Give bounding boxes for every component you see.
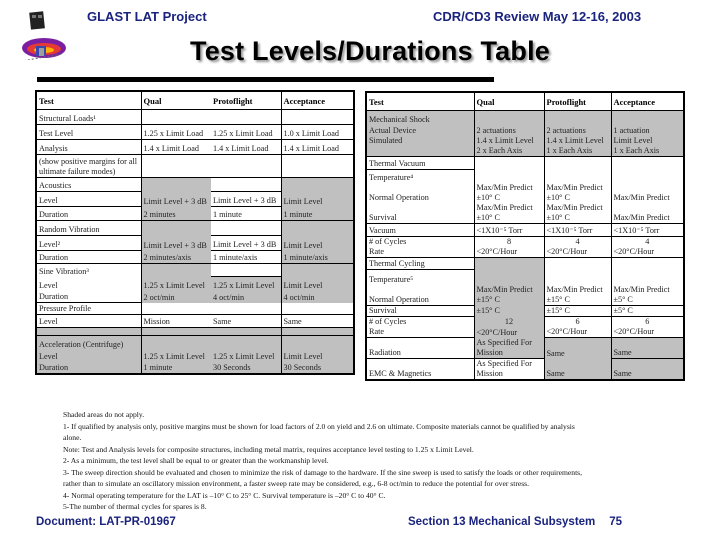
row-label: Acceleration (Centrifuge) [36, 336, 141, 350]
acceptance-cell [281, 264, 354, 277]
acceptance-cell [611, 169, 684, 183]
acceptance-cell: <1X10⁻⁵ Torr [611, 224, 684, 237]
col-header-test: Test [366, 92, 474, 111]
table-row [366, 213, 684, 224]
qual-cell [474, 156, 544, 169]
note-1: 1- If qualified by analysis only, positive margins must be shown for load factors of 2.0 on yield and 2.6 on ultimate. Composite materials cannot be qualified by analysis [63, 421, 575, 431]
table-row [36, 277, 354, 291]
qual-cell: <20°C/Hour [474, 247, 544, 258]
row-label: Normal Operation [369, 193, 429, 202]
row-label: Duration [36, 251, 141, 264]
qual-cell: <1X10⁻⁵ Torr [474, 224, 544, 237]
protoflight-cell [211, 221, 281, 236]
acceptance-cell: <20°C/Hour [611, 247, 684, 258]
table-row [36, 207, 354, 221]
protoflight-cell: 1.4 x Limit Load [211, 140, 281, 155]
acceptance-cell [611, 203, 684, 213]
row-label: Level [36, 350, 141, 362]
acceptance-cell: <20°C/Hour [611, 327, 684, 338]
row-label: Rate [369, 327, 385, 336]
qual-cell [141, 336, 211, 350]
protoflight-cell: ±10° C [544, 213, 611, 224]
table-row [366, 111, 684, 125]
acceptance-cell: Same [611, 369, 684, 380]
note-3-cont: rather than to simulate an oscillatory mission environment, a faster sweep rate may be considered, e.g., 6-8 oct/min to reduce the potential for over stress. [63, 479, 530, 488]
acceptance-cell [281, 221, 354, 236]
row-label: # of Cycles [366, 237, 474, 248]
review-date: CDR/CD3 Review May 12-16, 2003 [433, 9, 642, 24]
qual-cell: Mission [474, 348, 544, 359]
row-label: # of Cycles [366, 316, 474, 327]
table-row [366, 224, 684, 237]
protoflight-cell: 2 actuations [544, 125, 611, 136]
row-label: Temperature⁴ [366, 169, 474, 183]
table-row [366, 193, 684, 203]
qual-cell: ±10° C [474, 213, 544, 224]
acceptance-cell [281, 167, 354, 178]
acceptance-cell: 1 minute [281, 207, 354, 221]
note-shaded: Shaded areas do not apply. [63, 410, 145, 419]
qual-cell: <20°C/Hour [474, 327, 544, 338]
protoflight-cell [211, 155, 281, 167]
acceptance-cell [611, 258, 684, 270]
table-row [36, 362, 354, 374]
row-label: Random Vibration [36, 221, 141, 236]
row-label: Thermal Vacuum [366, 156, 474, 169]
acceptance-cell: Limit Level [281, 236, 354, 251]
table-row [366, 169, 684, 183]
acceptance-cell: 1 x Each Axis [611, 146, 684, 157]
note-1-cont: alone. [63, 433, 82, 442]
protoflight-cell: 1.25 x Limit Level [211, 350, 281, 362]
table-row [36, 167, 354, 178]
table-row [36, 350, 354, 362]
qual-cell: 2 x Each Axis [474, 146, 544, 157]
table-row [366, 247, 684, 258]
row-label: Level [36, 315, 141, 328]
acceptance-cell: Limit Level [611, 136, 684, 146]
qual-cell [141, 155, 211, 167]
table-row [366, 316, 684, 327]
row-label: (show positive margins for all [36, 155, 141, 167]
row-label: Structural Loads¹ [39, 114, 96, 123]
acceptance-cell [281, 336, 354, 350]
acceptance-cell: 6 [611, 316, 684, 327]
col-header-protoflight: Protoflight [211, 91, 281, 110]
note-2: 2- As a minimum, the test level shall be equal to or greater than the workmanship level. [63, 456, 329, 465]
protoflight-cell [544, 359, 611, 370]
acceptance-cell [281, 178, 354, 192]
note-4: 4- Normal operating temperature for the LAT is –10° C to 25° C. Survival temperature is –20° C to 40° C. [63, 490, 386, 500]
protoflight-cell: Same [544, 369, 611, 380]
table-row [36, 328, 354, 336]
acceptance-cell: Limit Level [281, 350, 354, 362]
protoflight-cell: ±15° C [544, 295, 611, 306]
row-label: Thermal Cycling [366, 258, 474, 270]
row-label: Pressure Profile [36, 303, 141, 315]
table-row [36, 192, 354, 207]
protoflight-cell: <20°C/Hour [544, 327, 611, 338]
qual-cell [141, 178, 211, 192]
protoflight-cell: 30 Seconds [211, 362, 281, 374]
acceptance-cell [281, 155, 354, 167]
protoflight-cell: 1.4 x Limit Level [544, 136, 611, 146]
qual-cell: 1.4 x Limit Level [474, 136, 544, 146]
row-label [366, 359, 474, 370]
note-3: 3- The sweep direction should be evaluated and chosen to minimize the risk of damage to the hardware. If the sine sweep is used to satisfy the loads or other requirements, [63, 467, 583, 477]
col-header-acceptance: Acceptance [281, 91, 354, 110]
qual-cell: 1.25 x Limit Level [141, 350, 211, 362]
qual-cell [141, 303, 211, 315]
table-row [36, 291, 354, 303]
qual-cell [474, 169, 544, 183]
table-row [36, 315, 354, 328]
protoflight-cell [211, 264, 281, 277]
page-title: Test Levels/Durations Table [190, 36, 550, 66]
acceptance-cell [611, 359, 684, 370]
qual-cell: 12 [474, 316, 544, 327]
table-row [366, 136, 684, 146]
row-label: Duration [36, 362, 141, 374]
qual-cell: 2 minutes [141, 207, 211, 221]
protoflight-cell [544, 169, 611, 183]
row-label: Level [36, 192, 141, 207]
acceptance-cell: Max/Min Predict [611, 285, 684, 295]
col-header-protoflight: Protoflight [544, 92, 611, 111]
protoflight-cell: 1 minute [211, 207, 281, 221]
table-header-row [366, 92, 684, 111]
row-label: Acoustics [36, 178, 141, 192]
acceptance-cell: 4 [611, 237, 684, 248]
protoflight-cell: Max/Min Predict [544, 183, 611, 193]
qual-cell: 1.4 x Limit Load [141, 140, 211, 155]
protoflight-cell: 4 oct/min [211, 291, 281, 303]
acceptance-cell [281, 328, 354, 336]
acceptance-cell [611, 338, 684, 348]
row-label [366, 146, 474, 157]
acceptance-cell: 1.0 x Limit Load [281, 125, 354, 140]
table-header-row [36, 91, 354, 110]
acceptance-cell [611, 270, 684, 285]
table-row [366, 156, 684, 169]
protoflight-cell: Limit Level + 3 dB [211, 236, 281, 251]
protoflight-cell: 1.25 x Limit Load [211, 125, 281, 140]
table-row [366, 183, 684, 193]
document-number: Document: LAT-PR-01967 [36, 516, 176, 528]
qual-cell: Mission [141, 315, 211, 328]
qual-cell: Limit Level + 3 dB [141, 192, 211, 207]
qual-cell [141, 264, 211, 277]
row-label [366, 183, 474, 193]
row-label: EMC & Magnetics [369, 369, 432, 378]
row-label: Sine Vibration³ [36, 264, 141, 277]
protoflight-cell: ±10° C [544, 193, 611, 203]
row-label [366, 285, 474, 295]
acceptance-cell: 1.4 x Limit Load [281, 140, 354, 155]
acceptance-cell [281, 303, 354, 315]
note-5: 5-The number of thermal cycles for spares is 8. [63, 502, 207, 511]
table-row [36, 140, 354, 155]
table-row [366, 295, 684, 306]
protoflight-cell [544, 270, 611, 285]
qual-cell: ±10° C [474, 193, 544, 203]
row-label: Survival [366, 305, 474, 316]
protoflight-cell [544, 258, 611, 270]
row-label: Mechanical Shock [366, 111, 474, 125]
table-row [36, 236, 354, 251]
table-row [366, 327, 684, 338]
page-number: 75 [609, 516, 623, 528]
acceptance-cell: Same [281, 315, 354, 328]
section-footer [408, 516, 622, 528]
protoflight-cell [544, 338, 611, 348]
qual-cell: Max/Min Predict [474, 285, 544, 295]
structural-tests-table [35, 90, 355, 375]
row-label: Duration [36, 207, 141, 221]
protoflight-cell: 1.25 x Limit Level [211, 277, 281, 291]
table-row [36, 303, 354, 315]
table-row [366, 369, 684, 380]
qual-cell [141, 110, 211, 125]
row-label: Temperature⁵ [366, 270, 474, 285]
col-header-qual: Qual [474, 92, 544, 111]
protoflight-cell [211, 178, 281, 192]
table-row [36, 336, 354, 350]
note-composite: Note: Test and Analysis levels for composite structures, including metal matrix, requires acceptance level testing to 1.25 x Limit Level. [63, 444, 474, 454]
qual-cell: 1 minute [141, 362, 211, 374]
row-label: Test Level [36, 125, 141, 140]
protoflight-cell [211, 167, 281, 178]
row-label: Level [39, 280, 58, 290]
acceptance-cell [611, 183, 684, 193]
table-row [366, 237, 684, 248]
row-label [366, 338, 474, 348]
protoflight-cell: <20°C/Hour [544, 247, 611, 258]
table-row [36, 110, 354, 125]
environmental-tests-table [365, 91, 685, 381]
footnotes [63, 409, 703, 513]
table-row [36, 125, 354, 140]
row-label: Vacuum [366, 224, 474, 237]
row-label [36, 328, 141, 336]
qual-cell: Limit Level + 3 dB [141, 236, 211, 251]
qual-cell [474, 111, 544, 125]
qual-cell: 2 minutes/axis [141, 251, 211, 264]
table-row [36, 155, 354, 167]
acceptance-cell [611, 111, 684, 125]
protoflight-cell: Limit Level + 3 dB [211, 192, 281, 207]
acceptance-cell: 1 actuation [611, 125, 684, 136]
table-row [366, 203, 684, 213]
protoflight-cell: 6 [544, 316, 611, 327]
acceptance-cell: Max/Min Predict [611, 213, 684, 224]
protoflight-cell [544, 111, 611, 125]
protoflight-cell: <1X10⁻⁵ Torr [544, 224, 611, 237]
row-label: Level² [36, 236, 141, 251]
qual-cell: 2 oct/min [141, 291, 211, 303]
qual-cell [141, 328, 211, 336]
table-row [366, 359, 684, 370]
protoflight-cell [211, 336, 281, 350]
table-row [36, 264, 354, 277]
acceptance-cell: 1 minute/axis [281, 251, 354, 264]
table-row [366, 348, 684, 359]
qual-cell: As Specified For [474, 359, 544, 370]
protoflight-cell: Same [544, 348, 611, 359]
qual-cell: Max/Min Predict [474, 183, 544, 193]
qual-cell [474, 258, 544, 270]
acceptance-cell [281, 110, 354, 125]
qual-cell: 1.25 x Limit Load [141, 125, 211, 140]
section-name: Section 13 Mechanical Subsystem [408, 516, 596, 528]
row-label [366, 203, 474, 213]
qual-cell: As Specified For [474, 338, 544, 348]
protoflight-cell: 1 x Each Axis [544, 146, 611, 157]
table-row [366, 258, 684, 270]
qual-cell: ±15° C [474, 295, 544, 306]
table-row [36, 251, 354, 264]
acceptance-cell: Limit Level [281, 192, 354, 207]
protoflight-cell [211, 303, 281, 315]
row-label: Simulated [366, 136, 474, 146]
col-header-test: Test [36, 91, 141, 110]
acceptance-cell [611, 156, 684, 169]
acceptance-cell: Max/Min Predict [611, 193, 684, 203]
acceptance-cell: ±5° C [611, 295, 684, 306]
row-label: Normal Operation [369, 294, 429, 304]
table-row [366, 285, 684, 295]
acceptance-cell: 4 oct/min [281, 291, 354, 303]
qual-cell: Mission [474, 369, 544, 380]
title-underline [37, 77, 494, 82]
protoflight-cell [211, 110, 281, 125]
qual-cell: ±15° C [474, 305, 544, 316]
row-label: ultimate failure modes) [39, 167, 116, 176]
protoflight-cell: 1 minute/axis [211, 251, 281, 264]
protoflight-cell: 4 [544, 237, 611, 248]
qual-cell: 8 [474, 237, 544, 248]
protoflight-cell: Same [211, 315, 281, 328]
row-label: Duration [39, 292, 69, 301]
table-row [366, 270, 684, 285]
table-row [36, 178, 354, 192]
row-label: Radiation [369, 348, 401, 357]
row-label: Actual Device [366, 125, 474, 136]
col-header-acceptance: Acceptance [611, 92, 684, 111]
acceptance-cell: 30 Seconds [281, 362, 354, 374]
qual-cell: 2 actuations [474, 125, 544, 136]
qual-cell: Max/Min Predict [474, 203, 544, 213]
project-name: GLAST LAT Project [87, 9, 207, 24]
protoflight-cell [544, 156, 611, 169]
qual-cell [474, 270, 544, 285]
protoflight-cell: Max/Min Predict [544, 285, 611, 295]
qual-cell [141, 221, 211, 236]
table-row [36, 221, 354, 236]
table-row [366, 125, 684, 136]
acceptance-cell: Same [611, 348, 684, 359]
acceptance-cell: ±5° C [611, 305, 684, 316]
table-row [366, 338, 684, 348]
qual-cell [141, 167, 211, 178]
qual-cell: 1.25 x Limit Level [141, 277, 211, 291]
row-label: Analysis [36, 140, 141, 155]
protoflight-cell [211, 328, 281, 336]
table-row [366, 305, 684, 316]
table-row [366, 146, 684, 157]
protoflight-cell: ±15° C [544, 305, 611, 316]
col-header-qual: Qual [141, 91, 211, 110]
row-label: Survival [369, 213, 397, 222]
row-label: Rate [369, 247, 385, 256]
acceptance-cell: Limit Level [281, 277, 354, 291]
protoflight-cell: Max/Min Predict [544, 203, 611, 213]
